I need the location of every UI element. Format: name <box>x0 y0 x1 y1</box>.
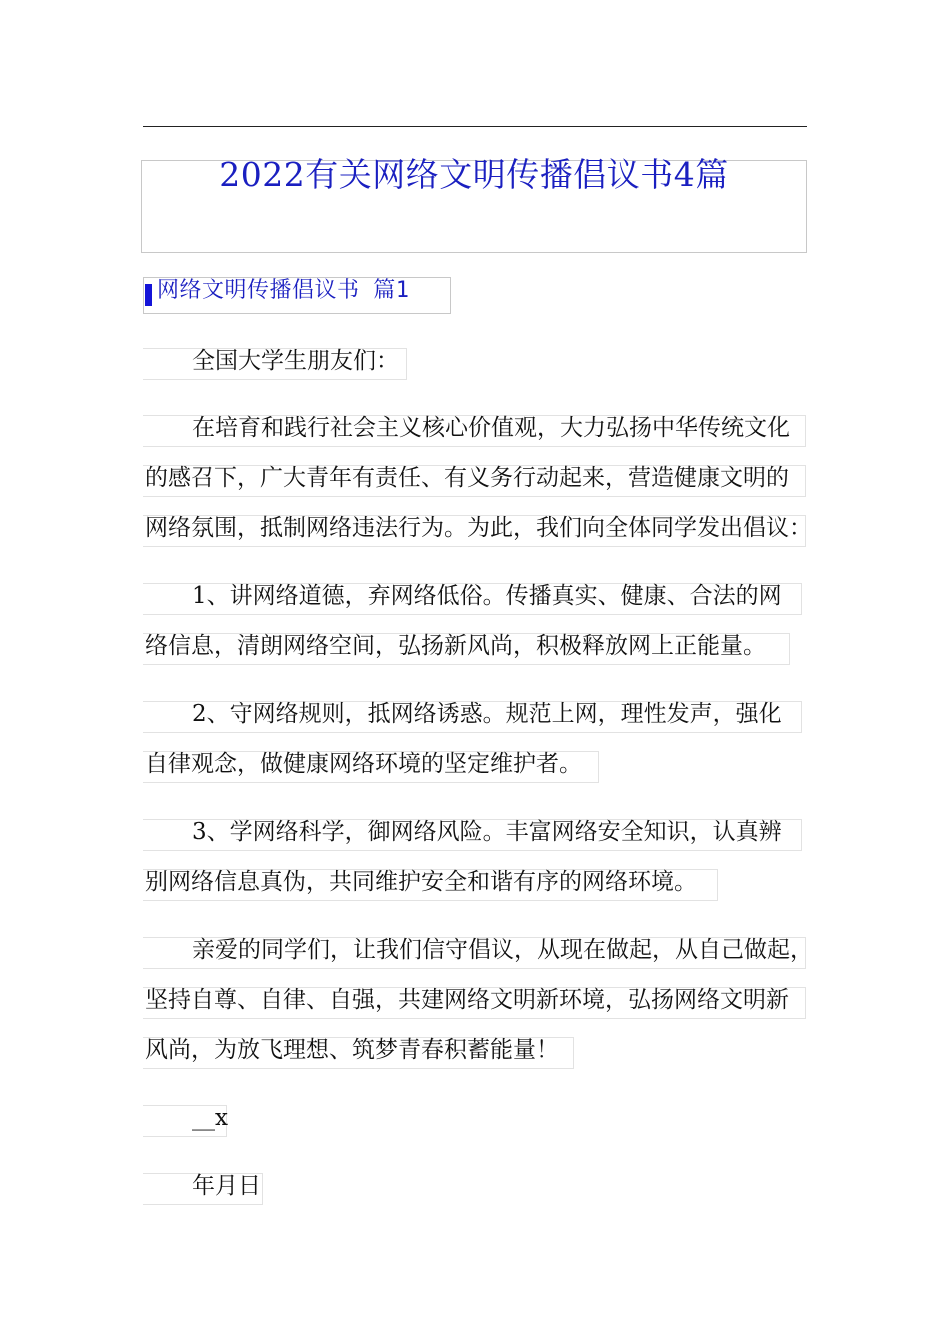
paragraph-line: 2、守网络规则，抵网络诱惑。规范上网，理性发声，强化 <box>192 701 782 727</box>
top-rule <box>143 126 807 127</box>
paragraph-line: 1、讲网络道德，弃网络低俗。传播真实、健康、合法的网 <box>192 583 782 609</box>
paragraph-line: 的感召下，广大青年有责任、有义务行动起来，营造健康文明的 <box>145 465 789 491</box>
paragraph-line: 网络氛围，抵制网络违法行为。为此，我们向全体同学发出倡议： <box>145 515 812 541</box>
paragraph-line: 风尚，为放飞理想、筑梦青春积蓄能量！ <box>145 1037 559 1063</box>
date-line: 年月日 <box>192 1173 261 1199</box>
paragraph-line: 亲爱的同学们，让我们信守倡议，从现在做起，从自己做起， <box>192 937 813 963</box>
signature-line: __x <box>192 1105 228 1131</box>
document-title: 2022有关网络文明传播倡议书4篇 <box>219 155 729 194</box>
paragraph-line: 自律观念，做健康网络环境的坚定维护者。 <box>145 751 582 777</box>
section-heading: 网络文明传播倡议书 篇1 <box>157 278 410 303</box>
paragraph-line: 在培育和践行社会主义核心价值观，大力弘扬中华传统文化 <box>192 415 790 441</box>
paragraph-line: 坚持自尊、自律、自强，共建网络文明新环境，弘扬网络文明新 <box>145 987 789 1013</box>
paragraph-line: 3、学网络科学，御网络风险。丰富网络安全知识，认真辨 <box>192 819 782 845</box>
salutation: 全国大学生朋友们： <box>192 348 399 374</box>
paragraph-line: 别网络信息真伪，共同维护安全和谐有序的网络环境。 <box>145 869 697 895</box>
paragraph-line: 络信息，清朗网络空间，弘扬新风尚，积极释放网上正能量。 <box>145 633 766 659</box>
section-marker <box>145 284 152 306</box>
